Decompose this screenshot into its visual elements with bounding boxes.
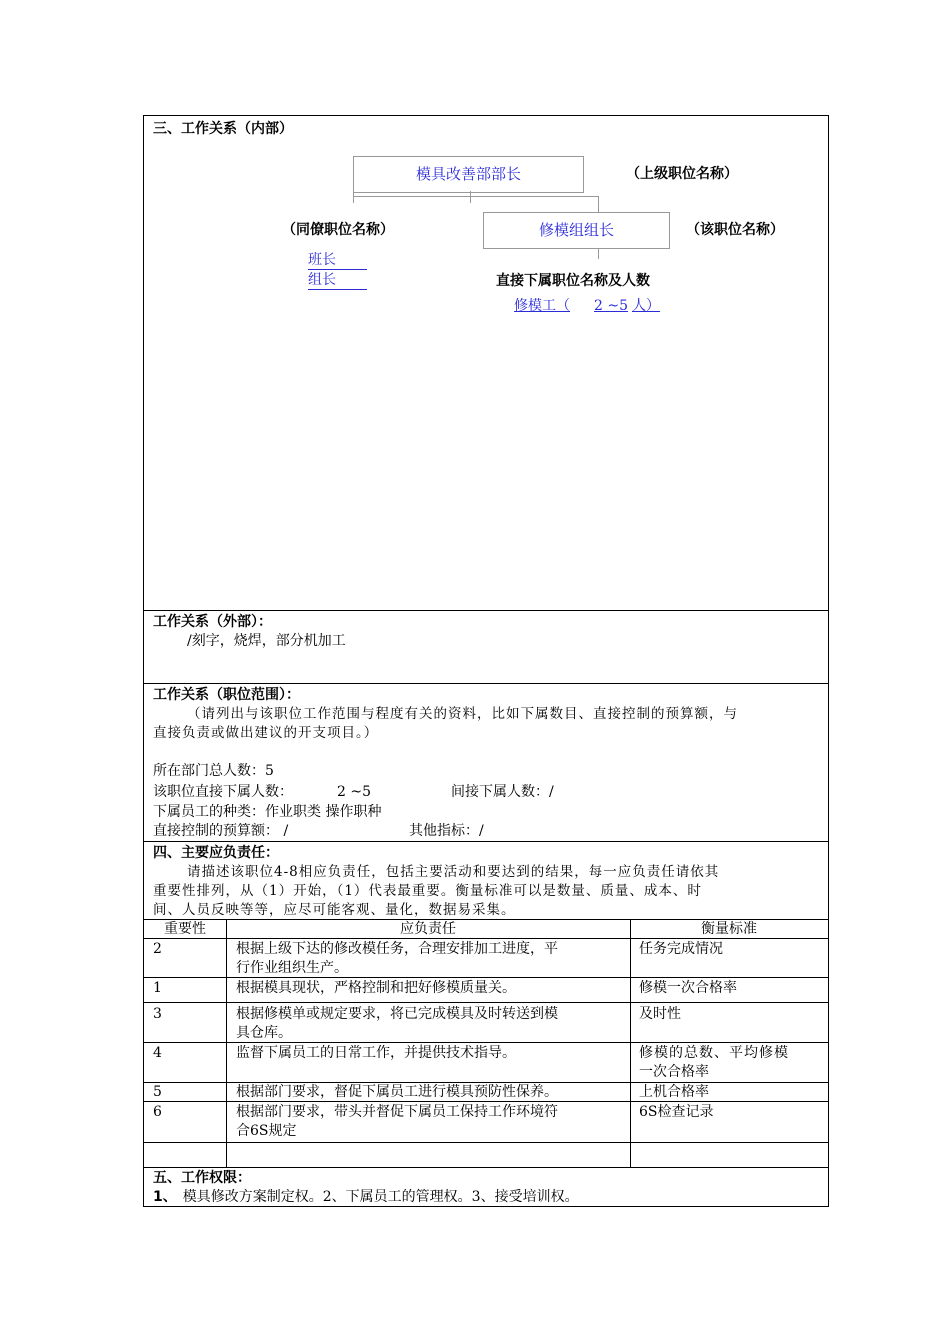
job-description-sheet	[143, 115, 829, 1207]
row-measure: 修模的总数、平均修模	[639, 1045, 789, 1061]
header-importance: 重要性	[164, 921, 206, 937]
scope-desc-line: （请列出与该职位工作范围与程度有关的资料，比如下属数目、直接控制的预算额，与	[187, 706, 738, 722]
subordinate-heading: 直接下属职位名称及人数	[496, 273, 650, 289]
dept-total: 所在部门总人数：5	[153, 763, 274, 779]
table-border	[144, 938, 828, 939]
table-border	[144, 1042, 828, 1043]
current-position-box: 修模组组长	[483, 212, 670, 249]
org-connector	[353, 196, 598, 197]
duties-desc-line: 重要性排列，从（1）开始，（1）代表最重要。衡量标准可以是数量、质量、成本、时	[153, 883, 702, 899]
row-rank: 1	[153, 980, 162, 996]
direct-subordinates-value: 2 ~5	[337, 784, 371, 800]
row-rank: 6	[153, 1104, 162, 1120]
row-duty: 根据部门要求，带头并督促下属员工保持工作环境符	[236, 1104, 558, 1120]
org-connector	[598, 196, 599, 213]
superior-position-label: （上级职位名称）	[626, 166, 738, 182]
divider	[144, 683, 828, 684]
table-border	[630, 919, 631, 1168]
superior-position-box: 模具改善部部长	[353, 156, 584, 193]
row-measure: 6S检查记录	[639, 1104, 714, 1120]
budget-control: 直接控制的预算额： /	[153, 823, 289, 839]
table-border	[144, 1002, 828, 1003]
external-relations-content: /刻字，烧焊，部分机加工	[187, 633, 346, 649]
row-rank: 4	[153, 1045, 162, 1061]
peer-position-label: （同僚职位名称）	[282, 222, 394, 238]
subordinate-name: 修模工（	[514, 298, 570, 314]
authority-number: 1、	[153, 1189, 177, 1205]
row-duty: 具仓库。	[236, 1025, 292, 1041]
subordinate-types: 下属员工的种类：作业职类 操作职种	[153, 804, 382, 820]
header-measure: 衡量标准	[701, 921, 757, 937]
row-measure: 及时性	[639, 1006, 681, 1022]
org-connector	[598, 249, 599, 259]
authority-text: 模具修改方案制定权。2、下属员工的管理权。3、接受培训权。	[182, 1189, 579, 1205]
row-rank: 3	[153, 1006, 162, 1022]
row-measure: 修模一次合格率	[639, 980, 737, 996]
peer-position-item: 班长	[308, 252, 367, 270]
row-duty: 根据模具现状，严格控制和把好修模质量关。	[236, 980, 516, 996]
row-rank: 2	[153, 941, 162, 957]
authority-title: 五、工作权限：	[153, 1170, 251, 1186]
row-duty: 合6S规定	[236, 1123, 297, 1139]
duties-title: 四、主要应负责任：	[153, 845, 279, 861]
subordinate-unit: 人）	[632, 298, 660, 314]
row-measure: 任务完成情况	[639, 941, 723, 957]
external-relations-title: 工作关系（外部）：	[153, 614, 272, 630]
other-indicators: 其他指标：/	[409, 823, 484, 839]
table-border	[144, 977, 828, 978]
authority-content	[153, 1188, 579, 1206]
subordinate-entry	[514, 297, 660, 315]
divider	[144, 841, 828, 842]
row-measure: 上机合格率	[639, 1084, 709, 1100]
scope-desc-line: 直接负责或做出建议的开支项目。）	[153, 725, 379, 741]
row-duty: 监督下属员工的日常工作，并提供技术指导。	[236, 1045, 516, 1061]
table-border	[226, 919, 227, 1168]
row-duty: 根据上级下达的修改模任务，合理安排加工进度，平	[236, 941, 558, 957]
row-measure: 一次合格率	[639, 1064, 709, 1080]
peer-position-item: 组长	[308, 272, 367, 290]
scope-title: 工作关系（职位范围）：	[153, 687, 300, 703]
duties-desc-line: 请描述该职位4-8相应负责任，包括主要活动和要达到的结果，每一应负责任请依其	[187, 864, 720, 880]
current-position-label: （该职位名称）	[686, 222, 784, 238]
subordinate-count: 2 ~5	[594, 298, 628, 314]
row-duty: 根据修模单或规定要求，将已完成模具及时转送到模	[236, 1006, 558, 1022]
divider	[144, 610, 828, 611]
table-border	[144, 1101, 828, 1102]
duties-desc-line: 间、人员反映等等，应尽可能客观、量化，数据易采集。	[153, 902, 516, 918]
row-duty: 根据部门要求，督促下属员工进行模具预防性保养。	[236, 1084, 558, 1100]
direct-subordinates-label: 该职位直接下属人数：	[153, 784, 293, 800]
header-responsibility: 应负责任	[400, 921, 456, 937]
table-border	[144, 1142, 828, 1143]
row-rank: 5	[153, 1084, 162, 1100]
indirect-subordinates: 间接下属人数：/	[451, 784, 554, 800]
internal-relations-title: 三、工作关系（内部）	[153, 121, 293, 137]
row-duty: 行作业组织生产。	[236, 960, 348, 976]
table-border	[144, 1167, 828, 1168]
